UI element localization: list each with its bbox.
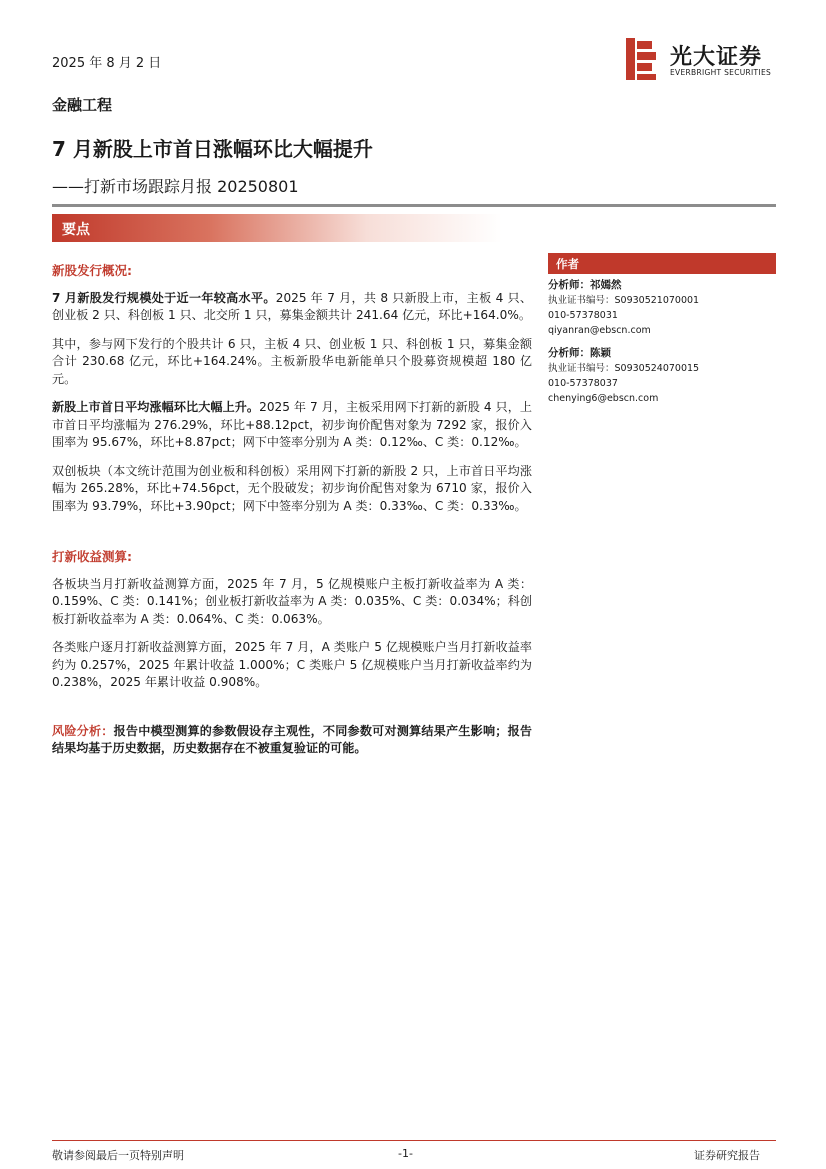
logo-text-en: EVERBRIGHT SECURITIES (670, 68, 772, 77)
main-content (52, 262, 532, 769)
author-email[interactable]: qiyanran@ebscn.com (548, 325, 651, 336)
author-block (548, 278, 776, 338)
author-name: 分析师：祁嫣然 (548, 279, 622, 291)
author-list (548, 278, 776, 414)
page-number: -1- (398, 1147, 413, 1160)
report-title: 7 月新股上市首日涨幅环比大幅提升 (52, 137, 373, 161)
issuance-p1-body: 2025 年 7 月，共 8 只新股上市，主板 4 只、创业板 2 只、科创板 1 只、北交所 1 只，募集金额共计 241.64 亿元，环比+164.0%。 (52, 290, 532, 322)
issuance-paragraph-1 (52, 290, 532, 325)
author-banner (548, 253, 776, 274)
returns-heading: 打新收益测算: (52, 549, 132, 564)
footer-divider (52, 1140, 776, 1141)
issuance-paragraph-2: 其中，参与网下发行的个股共计 6 只，主板 4 只、创业板 1 只、科创板 1 只，募集金额合计 230.68 亿元，环比+164.24%。主板新股华电新能单只个股募资规模超 180 亿元。 (52, 336, 532, 386)
issuance-p1-lead: 7 月新股发行规模处于近一年较高水平。 (52, 290, 276, 305)
author-cert: 执业证书编号：S0930524070015 (548, 363, 700, 374)
issuance-p3-body: 2025 年 7 月，主板采用网下打新的新股 4 只，上市首日平均涨幅为 276.29%，环比+88.12pct，初步询价配售对象为 7292 家，报价入围率为 95.67%，环比+8.87pct；网下中签率分别为 A 类：0.12‰、C 类：0.12‰。 (52, 400, 532, 449)
returns-paragraph-1: 各板块当月打新收益测算方面，2025 年 7 月，5 亿规模账户主板打新收益率为 A 类：0.159%、C 类：0.141%；创业板打新收益率为 A 类：0.035%、C 类：0.034%；科创板打新收益率为 A 类：0.064%、C 类：0.063%。 (52, 576, 532, 626)
footer-disclaimer: 敬请参阅最后一页特别声明 (52, 1149, 184, 1162)
risk-text: 报告中模型测算的参数假设存主观性，不同参数可对测算结果产生影响；报告结果均基于历史数据，历史数据存在不被重复验证的可能。 (52, 723, 532, 755)
header-divider (52, 204, 776, 207)
report-subtitle: ——打新市场跟踪月报 20250801 (52, 177, 299, 196)
author-name: 分析师：陈颖 (548, 347, 611, 359)
issuance-heading: 新股发行概况: (52, 263, 132, 278)
key-points-banner (52, 214, 502, 242)
report-category: 金融工程 (52, 96, 113, 114)
author-cert: 执业证书编号：S0930521070001 (548, 295, 700, 306)
risk-label: 风险分析： (52, 723, 114, 738)
author-phone: 010-57378031 (548, 310, 618, 321)
issuance-paragraph-3 (52, 399, 532, 452)
report-date: 2025 年 8 月 2 日 (52, 56, 162, 71)
author-block (548, 346, 776, 406)
everbright-logo-icon (626, 38, 658, 80)
footer-report-type: 证券研究报告 (694, 1149, 760, 1162)
author-email[interactable]: chenying6@ebscn.com (548, 393, 659, 404)
issuance-p3-lead: 新股上市首日平均涨幅环比大幅上升。 (52, 400, 260, 414)
key-points-label: 要点 (62, 222, 90, 238)
logo-text-cn: 光大证券 (670, 45, 763, 70)
risk-paragraph (52, 723, 532, 758)
issuance-paragraph-4: 双创板块（本文统计范围为创业板和科创板）采用网下打新的新股 2 只，上市首日平均涨幅为 265.28%，环比+74.56pct，无个股破发；初步询价配售对象为 6710 家，报价入围率为 93.79%，环比+3.90pct；网下中签率分别为 A 类：0.33‰、C 类：0.33‰。 (52, 463, 532, 513)
company-logo (626, 38, 786, 82)
returns-paragraph-2: 各类账户逐月打新收益测算方面，2025 年 7 月，A 类账户 5 亿规模账户当月打新收益率约为 0.257%，2025 年累计收益 1.000%；C 类账户 5 亿规模账户当月打新收益率约为 0.238%，2025 年累计收益 0.908%。 (52, 640, 532, 689)
author-label: 作者 (556, 257, 579, 271)
author-phone: 010-57378037 (548, 378, 618, 389)
